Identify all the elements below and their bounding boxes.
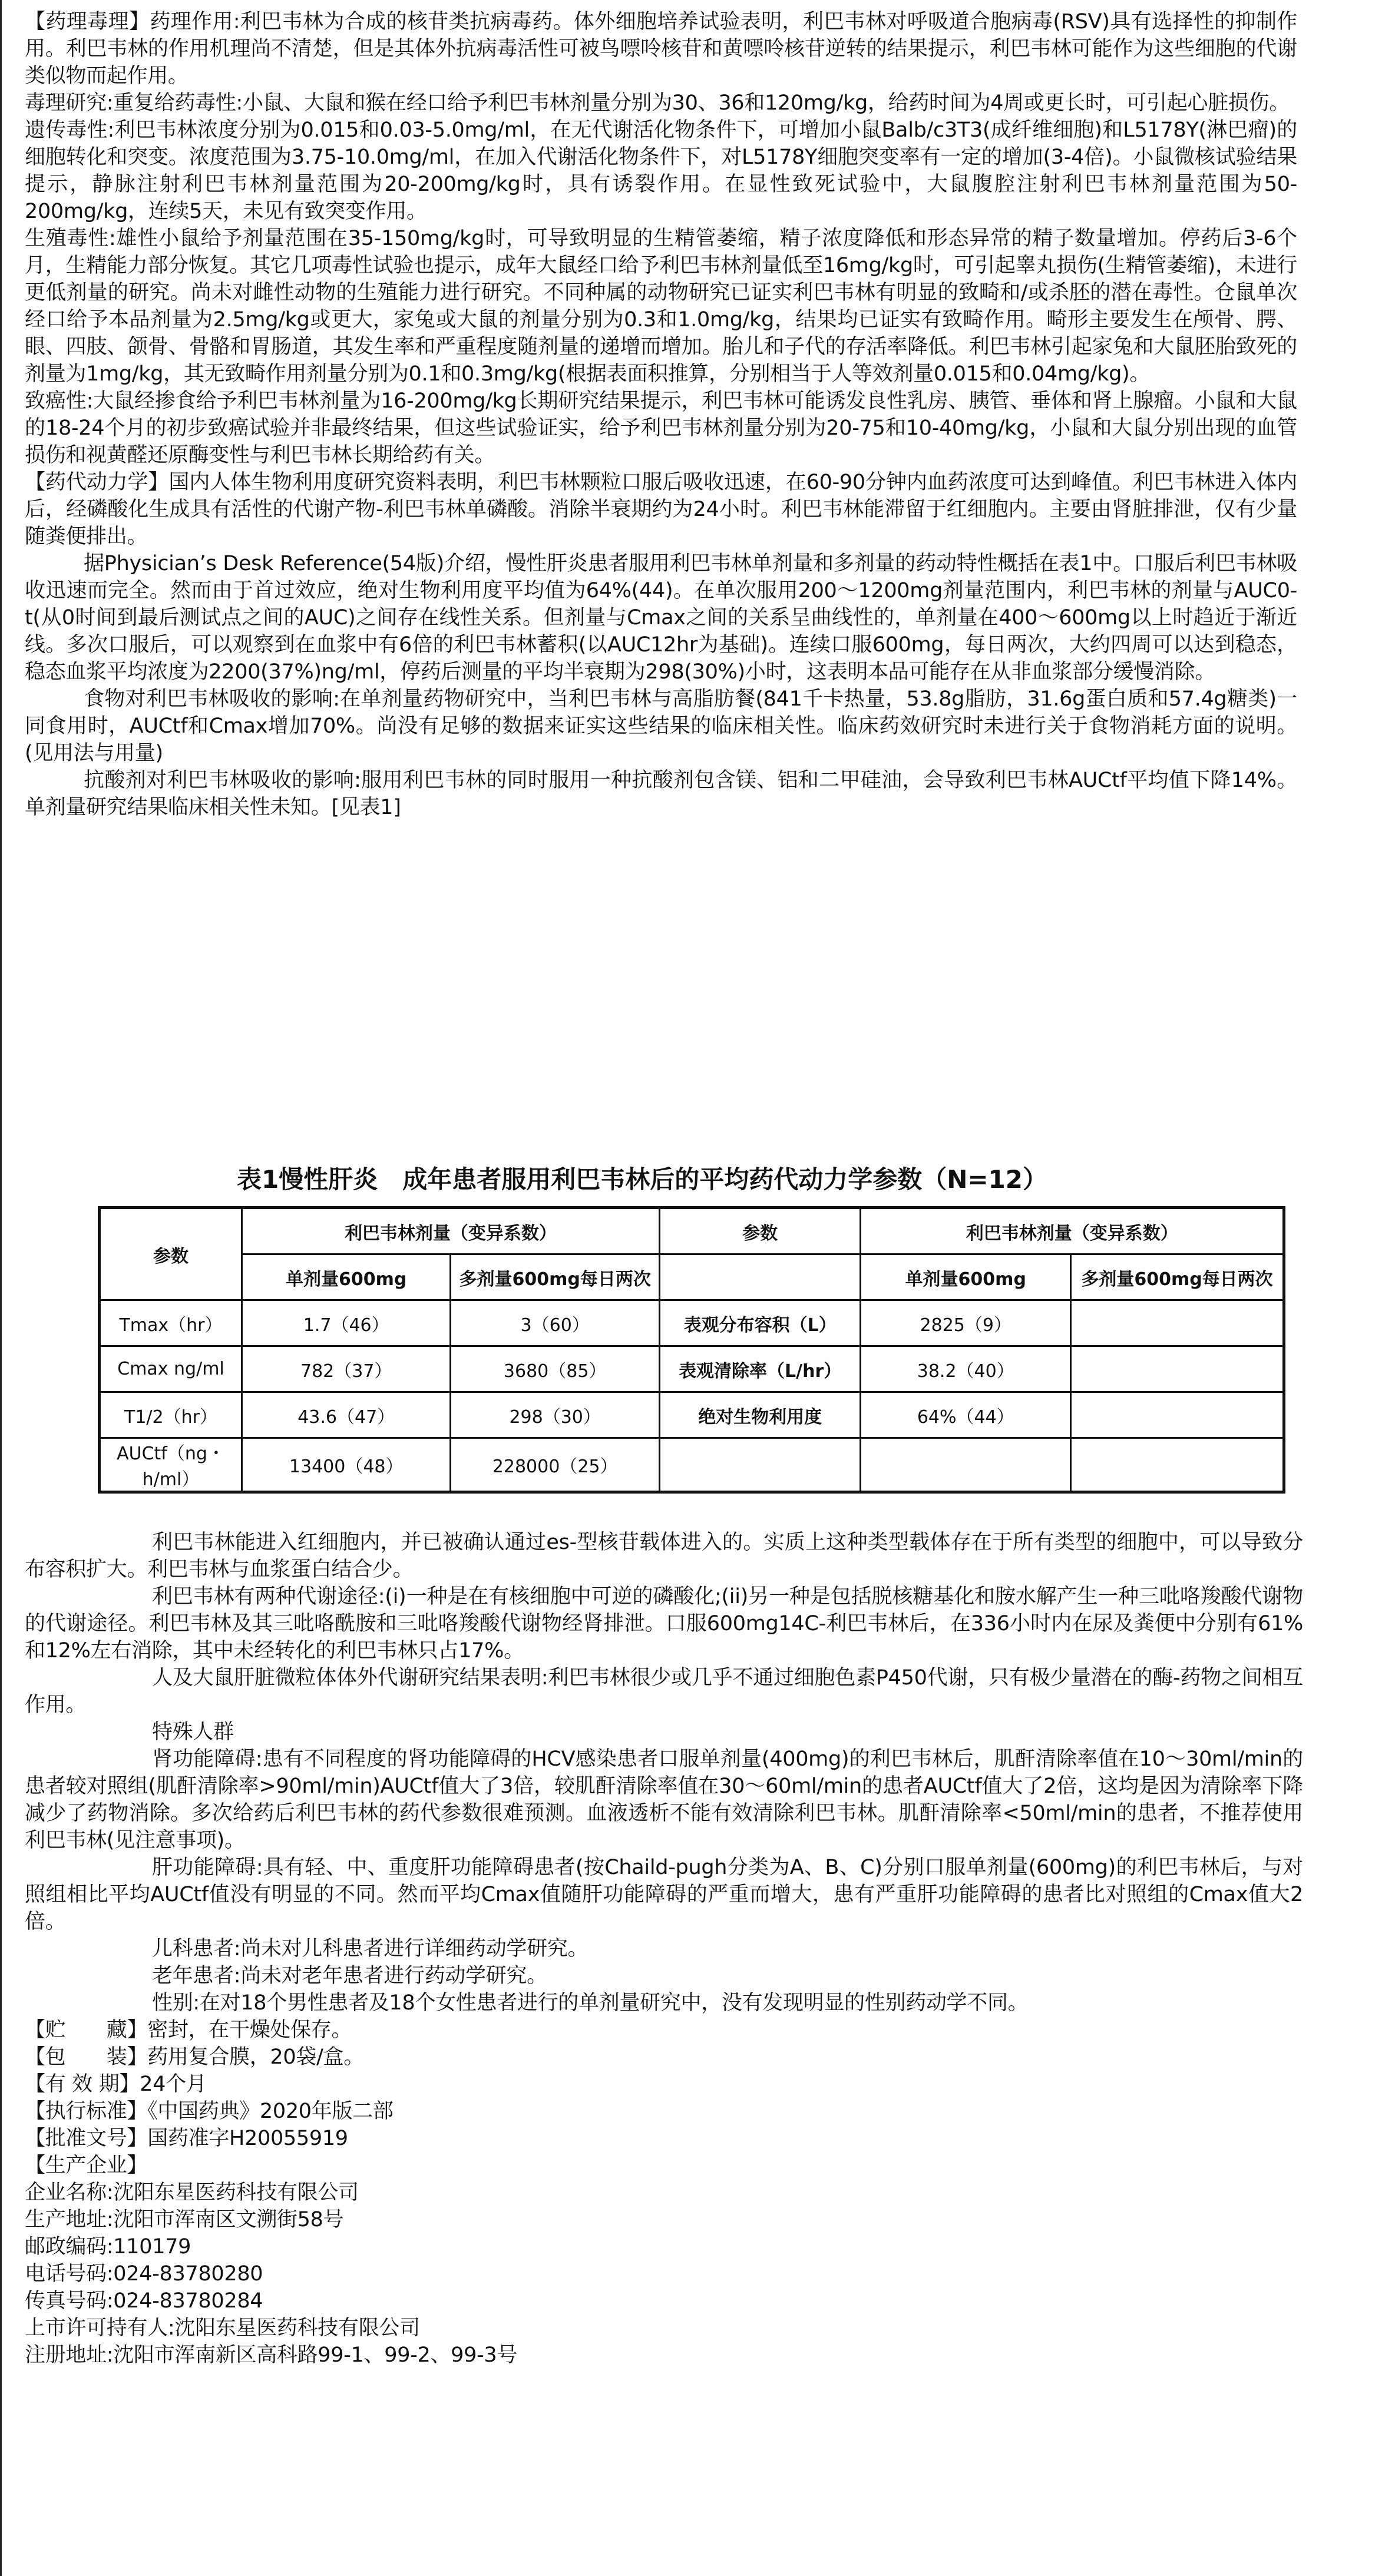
label-postal-code: 邮政编码:110179: [25, 2235, 191, 2259]
label-production-address: 生产地址:沈阳市浑南区文溯街58号: [25, 2208, 344, 2231]
subheader-single: 单剂量600mg: [242, 1254, 451, 1300]
label-manufacturer-heading: 【生产企业】: [25, 2154, 148, 2177]
paragraph-carcinogenicity: 致癌性:大鼠经掺食给予利巴韦林剂量为16-200mg/kg长期研究结果提示，利巴韦林可能诱发良性乳房、胰管、垂体和肾上腺瘤。小鼠和大鼠的18-24个月的初步致癌试验并非最终结果，但这些试验证实，给予利巴韦林剂量分别为20-75和10-40mg/kg，小鼠和大鼠分别出现的血管损伤和视黄醛还原酶变性与利巴韦林长期给药有关。: [25, 389, 1297, 467]
table-cell: AUCtf（ng・h/ml）: [100, 1438, 242, 1492]
table-cell: T1/2（hr）: [100, 1392, 242, 1438]
table-cell: 13400（48）: [242, 1438, 451, 1492]
table-row: [100, 1300, 1284, 1346]
paragraph-rbc-uptake: 利巴韦林能进入红细胞内，并已被确认通过es-型核苷载体进入的。实质上这种类型载体存在于所有类型的细胞中，可以导致分布容积扩大。利巴韦林与血浆蛋白结合少。: [25, 1531, 1303, 1581]
table-cell: 782（37）: [242, 1346, 451, 1392]
table-cell: Tmax（hr）: [100, 1300, 242, 1346]
paragraph-food-effect: 食物对利巴韦林吸收的影响:在单剂量药物研究中，当利巴韦林与高脂肪餐(841千卡热量，53.8g脂肪，31.6g蛋白质和57.4g糖类)一同食用时，AUCtf和Cmax增加70%。尚没有足够的数据来证实这些结果的临床相关性。临床药效研究时未进行关于食物消耗方面的说明。(见用法与用量): [25, 687, 1297, 765]
paragraph-antacid-effect: 抗酸剂对利巴韦林吸收的影响:服用利巴韦林的同时服用一种抗酸剂包含镁、铝和二甲硅油，会导致利巴韦林AUCtf平均值下降14%。单剂量研究结果临床相关性未知。[见表1]: [25, 769, 1297, 819]
paragraph-renal-impairment: 肾功能障碍:患有不同程度的肾功能障碍的HCV感染患者口服单剂量(400mg)的利巴韦林后，肌酐清除率值在10～30ml/min的患者较对照组(肌酐清除率>90ml/min)AUCtf值大了3倍，较肌酐清除率值在30～60ml/min的患者AUCtf值大了2倍，这均是因为清除率下降减少了药物消除。多次给药后利巴韦林的药代参数很难预测。血液透析不能有效清除利巴韦林。肌酐清除率<50ml/min的患者，不推荐使用利巴韦林(见注意事项)。: [25, 1747, 1303, 1852]
paragraph-gender: 性别:在对18个男性患者及18个女性患者进行的单剂量研究中，没有发现明显的性别药动学不同。: [152, 1991, 1029, 2015]
table-cell: 43.6（47）: [242, 1392, 451, 1438]
label-storage: 【贮 藏】密封，在干燥处保存。: [25, 2018, 352, 2042]
table-row: [100, 1438, 1284, 1492]
table-cell: 3680（85）: [451, 1346, 659, 1392]
table-caption: 表1慢性肝炎 成年患者服用利巴韦林后的平均药代动力学参数（N=12）: [236, 1165, 1047, 1194]
paragraph-toxicology: 毒理研究:重复给药毒性:小鼠、大鼠和猴在经口给予利巴韦林剂量分别为30、36和120mg/kg，给药时间为4周或更长时，可引起心脏损伤。: [25, 91, 1290, 115]
label-expiry: 【有 效 期】24个月: [25, 2072, 207, 2096]
table-cell: 3（60）: [451, 1300, 659, 1346]
subheader-single-2: 单剂量600mg: [861, 1254, 1071, 1300]
subheader-multiple-2: 多剂量600mg每日两次: [1071, 1254, 1284, 1300]
paragraph-pediatric: 儿科患者:尚未对儿科患者进行详细药动学研究。: [152, 1937, 589, 1961]
label-company-name: 企业名称:沈阳东星医药科技有限公司: [25, 2181, 359, 2204]
table-cell: [1071, 1346, 1284, 1392]
table-cell: 2825（9）: [861, 1300, 1071, 1346]
label-standard: 【执行标准】《中国药典》2020年版二部: [25, 2100, 394, 2123]
page-left-edge: [0, 0, 2, 2576]
table-cell: [861, 1438, 1071, 1492]
table-cell: 298（30）: [451, 1392, 659, 1438]
paragraph-pharmacology: 【药理毒理】药理作用:利巴韦林为合成的核苷类抗病毒药。体外细胞培养试验表明，利巴韦林对呼吸道合胞病毒(RSV)具有选择性的抑制作用。利巴韦林的作用机理尚不清楚，但是其体外抗病毒活性可被鸟嘌呤核苷和黄嘌呤核苷逆转的结果提示，利巴韦林可能作为这些细胞的代谢类似物而起作用。: [25, 10, 1297, 88]
paragraph-microsome-study: 人及大鼠肝脏微粒体体外代谢研究结果表明:利巴韦林很少或几乎不通过细胞色素P450代谢，只有极少量潜在的酶-药物之间相互作用。: [25, 1666, 1303, 1717]
pk-parameters-table: [98, 1206, 1285, 1494]
table-subheader-row: [100, 1254, 1284, 1300]
table-cell: 38.2（40）: [861, 1346, 1071, 1392]
paragraph-metabolism: 利巴韦林有两种代谢途径:(i)一种是在有核细胞中可逆的磷酸化;(ii)另一种是包括脱核糖基化和胺水解产生一种三吡咯羧酸代谢物的代谢途径。利巴韦林及其三吡咯酰胺和三吡咯羧酸代谢物经肾排泄。口服600mg14C-利巴韦林后，在336小时内在尿及粪便中分别有61%和12%左右消除，其中未经转化的利巴韦林只占17%。: [25, 1585, 1303, 1663]
table-cell: 绝对生物利用度: [659, 1392, 861, 1438]
subheader-multiple: 多剂量600mg每日两次: [451, 1254, 659, 1300]
table-row: [100, 1346, 1284, 1392]
table-cell: [659, 1438, 861, 1492]
table-cell: 64%（44）: [861, 1392, 1071, 1438]
table-row: [100, 1392, 1284, 1438]
table-cell: 表观清除率（L/hr）: [659, 1346, 861, 1392]
table-cell: 1.7（46）: [242, 1300, 451, 1346]
label-license-holder: 上市许可持有人:沈阳东星医药科技有限公司: [25, 2316, 420, 2340]
subheader-blank: [659, 1254, 861, 1300]
pharmacology-section: [25, 8, 1297, 821]
paragraph-geriatric: 老年患者:尚未对老年患者进行药动学研究。: [152, 1964, 547, 1988]
table-cell: Cmax ng/ml: [100, 1346, 242, 1392]
label-registered-address: 注册地址:沈阳市浑南新区高科路99-1、99-2、99-3号: [25, 2343, 518, 2367]
paragraph-reproductive-toxicity: 生殖毒性:雄性小鼠给予剂量范围在35-150mg/kg时，可导致明显的生精管萎缩，精子浓度降低和形态异常的精子数量增加。停药后3-6个月，生精能力部分恢复。其它几项毒性试验也提示，成年大鼠经口给予利巴韦林剂量低至16mg/kg时，可引起睾丸损伤(生精管萎缩)，未进行更低剂量的研究。尚未对雌性动物的生殖能力进行研究。不同种属的动物研究已证实利巴韦林有明显的致畸和/或杀胚的潜在毒性。仓鼠单次经口给予本品剂量为2.5mg/kg或更大，家兔或大鼠的剂量分别为0.3和1.0mg/kg，结果均已证实有致畸作用。畸形主要发生在颅骨、腭、眼、四肢、颌骨、骨骼和胃肠道，其发生率和严重程度随剂量的递增而增加。胎儿和子代的存活率降低。利巴韦林引起家兔和大鼠胚胎致死的剂量为1mg/kg，其无致畸作用剂量分别为0.1和0.3mg/kg(根据表面积推算，分别相当于人等效剂量0.015和0.04mg/kg)。: [25, 227, 1297, 386]
table-header-row: [100, 1208, 1284, 1254]
paragraph-pdr-summary: 据Physician’s Desk Reference(54版)介绍，慢性肝炎患者服用利巴韦林单剂量和多剂量的药动特性概括在表1中。口服后利巴韦林吸收迅速而完全。然而由于首过效应，绝对生物利用度平均值为64%(44)。在单次服用200～1200mg剂量范围内，利巴韦林的剂量与AUC0-t(从0时间到最后测试点之间的AUC)之间存在线性关系。但剂量与Cmax之间的关系呈曲线性的，单剂量在400～600mg以上时趋近于渐近线。多次口服后，可以观察到在血浆中有6倍的利巴韦林蓄积(以AUC12hr为基础)。连续口服600mg，每日两次，大约四周可以达到稳态，稳态血浆平均浓度为2200(37%)ng/ml，停药后测量的平均半衰期为298(30%)小时，这表明本品可能存在从非血浆部分缓慢消除。: [25, 552, 1297, 684]
paragraph-hepatic-impairment: 肝功能障碍:具有轻、中、重度肝功能障碍患者(按Chaild-pugh分类为A、B、C)分别口服单剂量(600mg)的利巴韦林后，与对照组相比平均AUCtf值没有明显的不同。然而平均Cmax值随肝功能障碍的严重而增大，患有严重肝功能障碍的患者比对照组的Cmax值大2倍。: [25, 1856, 1303, 1933]
paragraph-special-populations: 特殊人群: [152, 1720, 234, 1744]
label-phone: 电话号码:024-83780280: [25, 2262, 263, 2286]
paragraph-pharmacokinetics: 【药代动力学】国内人体生物利用度研究资料表明，利巴韦林颗粒口服后吸收迅速，在60-90分钟内血药浓度可达到峰值。利巴韦林进入体内后，经磷酸化生成具有活性的代谢产物-利巴韦林单磷酸。消除半衰期约为24小时。利巴韦林能滞留于红细胞内。主要由肾脏排泄，仅有少量随粪便排出。: [25, 471, 1297, 548]
table-cell: 228000（25）: [451, 1438, 659, 1492]
header-dose: 利巴韦林剂量（变异系数）: [242, 1208, 660, 1254]
table-cell: 表观分布容积（L）: [659, 1300, 861, 1346]
label-fax: 传真号码:024-83780284: [25, 2289, 263, 2313]
table-cell: [1071, 1392, 1284, 1438]
table-cell: [1071, 1300, 1284, 1346]
table-cell: [1071, 1438, 1284, 1492]
header-dose-2: 利巴韦林剂量（变异系数）: [861, 1208, 1284, 1254]
metabolism-section: [25, 1529, 1303, 2369]
header-param-2: 参数: [659, 1208, 861, 1254]
label-package: 【包 装】药用复合膜，20袋/盒。: [25, 2045, 364, 2069]
paragraph-genotoxicity: 遗传毒性:利巴韦林浓度分别为0.015和0.03-5.0mg/ml，在无代谢活化物条件下，可增加小鼠Balb/c3T3(成纤维细胞)和L5178Y(淋巴瘤)的细胞转化和突变。浓度范围为3.75-10.0mg/ml，在加入代谢活化物条件下，对L5178Y细胞突变率有一定的增加(3-4倍)。小鼠微核试验结果提示，静脉注射利巴韦林剂量范围为20-200mg/kg时，具有诱裂作用。在显性致死试验中，大鼠腹腔注射利巴韦林剂量范围为50-200mg/kg，连续5天，未见有致突变作用。: [25, 118, 1297, 223]
label-approval-number: 【批准文号】国药准字H20055919: [25, 2127, 348, 2150]
header-param: 参数: [100, 1208, 242, 1300]
